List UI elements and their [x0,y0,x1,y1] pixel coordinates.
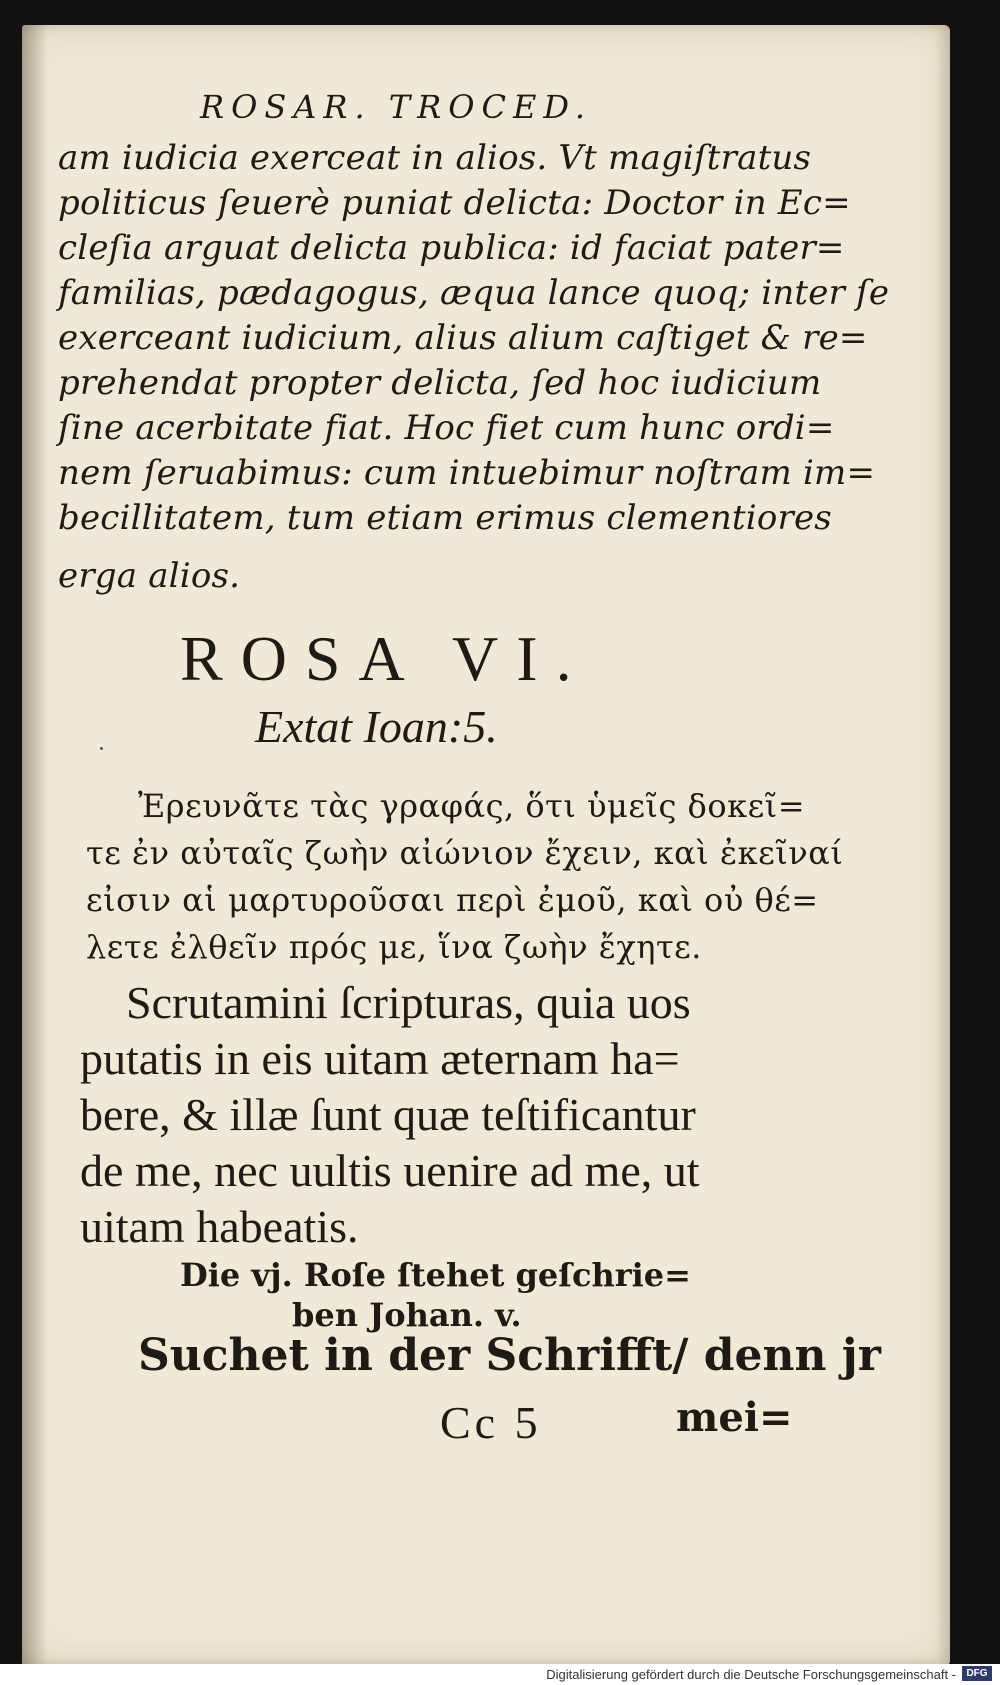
greek-text-line: εἰσιν αἱ μαρτυροῦσαι περὶ ἐμοῦ, καὶ οὐ θέ= [86,881,819,919]
greek-text-line: Ἐρευνᾶτε τὰς γραφάς, ὅτι ὑμεῖς δοκεῖ= [138,787,806,825]
german-text-line: Die vj. Roſe ſtehet geſchrie= [180,1256,691,1294]
paper-speck [100,747,103,750]
page-gutter-shadow [22,25,48,1665]
greek-text-line: τε ἐν αὐταῖς ζωὴν αἰώνιον ἔχειν, καὶ ἐκεῖναί [86,834,844,872]
paragraph-line: becillitatem, tum etiam erimus clementiores [58,498,832,538]
paragraph-line: nem ſeruabimus: cum intuebimur noſtram im= [58,453,876,493]
greek-text-line: λετε ἐλθεῖν πρός με, ἵνα ζωὴν ἔχητε. [86,928,702,966]
section-heading: ROSA VI. [180,623,590,694]
paragraph-line: familias, pædagogus, æqua lance quoq; inter ſe [58,273,890,313]
latin-text-line: de me, nec uultis uenire ad me, ut [80,1145,700,1196]
footer-credit-text: Digitalisierung gefördert durch die Deutsche Forschungsgemeinschaft - [546,1667,956,1682]
german-text-line: ben Johan. v. [292,1296,522,1334]
paragraph-line: politicus ſeuerè puniat delicta: Doctor in Ec= [58,183,851,223]
signature-mark: Cc 5 [440,1397,542,1448]
running-head: ROSAR. TROCED. [200,88,592,126]
scripture-reference: Extat Ioan:5. [255,701,498,752]
paragraph-line: exerceant iudicium, alius alium caſtiget & re= [58,318,868,358]
paragraph-line: prehendat propter delicta, ſed hoc iudicium [58,363,822,403]
paragraph-line: cleſia arguat delicta publica: id faciat pater= [58,228,845,268]
dfg-logo-icon: DFG [962,1666,992,1681]
catchword: mei= [676,1394,793,1441]
latin-text-line: bere, & illæ ſunt quæ teſtificantur [80,1089,696,1140]
latin-text-line: uitam habeatis. [80,1201,359,1252]
paragraph-line: ſine acerbitate fiat. Hoc fiet cum hunc ordi= [58,408,835,448]
paragraph-line: erga alios. [58,556,241,596]
german-large-line: Suchet in der Schrifft/ denn jr [138,1330,881,1381]
latin-text-line: putatis in eis uitam æternam ha= [80,1033,680,1084]
latin-text-line: Scrutamini ſcripturas, quia uos [126,977,691,1028]
paragraph-line: am iudicia exerceat in alios. Vt magiſtratus [58,138,812,178]
